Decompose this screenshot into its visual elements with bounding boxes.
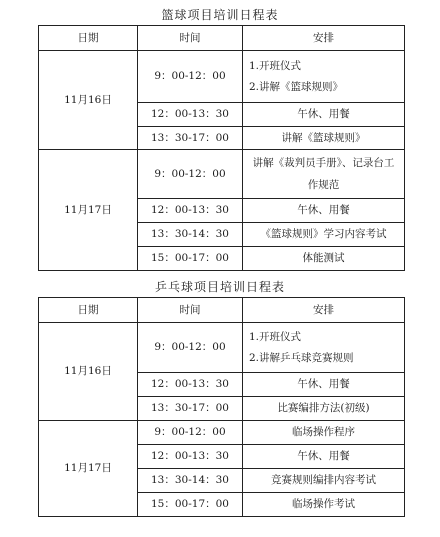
time-cell: 13：30-14：30: [138, 223, 243, 247]
arrangement-cell: 午休、用餐: [243, 103, 405, 127]
time-cell: 13：30-17：00: [138, 397, 243, 421]
basketball-schedule-table: [38, 25, 405, 271]
arrangement-item: 2.讲解乒乓球竞赛规则: [249, 351, 354, 364]
arrangement-cell: 午休、用餐: [243, 199, 405, 223]
arrangement-cell: 讲解《篮球规则》: [243, 127, 405, 150]
table-header-row: [39, 26, 405, 51]
arrangement-cell: 体能测试: [243, 247, 405, 271]
date-cell: 11月16日: [39, 323, 138, 421]
date-cell: 11月16日: [39, 51, 138, 150]
arrangement-cell: 比赛编排方法(初级): [243, 397, 405, 421]
time-cell: 9：00-12：00: [138, 51, 243, 103]
arrangement-item: 1.开班仪式: [249, 330, 302, 343]
basketball-table-title: 篮球项目培训日程表: [161, 8, 279, 22]
arrangement-cell: [243, 51, 405, 103]
time-cell: 15：00-17：00: [138, 493, 243, 517]
time-cell: 9：00-12：00: [138, 323, 243, 373]
arrangement-cell: 讲解《裁判员手册》、记录台工作规范: [243, 150, 405, 199]
table-row: [39, 323, 405, 373]
arrangement-cell: 午休、用餐: [243, 373, 405, 397]
header-time: 时间: [138, 26, 243, 51]
arrangement-cell: 竞赛规则编排内容考试: [243, 469, 405, 493]
table-row: [39, 421, 405, 445]
time-cell: 13：30-17：00: [138, 127, 243, 150]
arrangement-item: 1.开班仪式: [249, 59, 302, 72]
time-cell: 12：00-13：30: [138, 103, 243, 127]
time-cell: 12：00-13：30: [138, 199, 243, 223]
time-cell: 15：00-17：00: [138, 247, 243, 271]
time-cell: 12：00-13：30: [138, 373, 243, 397]
pingpong-schedule-table: [38, 297, 405, 517]
arrangement-cell: 临场操作程序: [243, 421, 405, 445]
table-row: [39, 150, 405, 199]
time-cell: 13：30-14：30: [138, 469, 243, 493]
time-cell: 9：00-12：00: [138, 421, 243, 445]
arrangement-cell: 临场操作考试: [243, 493, 405, 517]
header-arrangement: 安排: [243, 298, 405, 323]
table-header-row: [39, 298, 405, 323]
arrangement-cell: [243, 323, 405, 373]
table-row: [39, 51, 405, 103]
date-cell: 11月17日: [39, 421, 138, 517]
arrangement-item: 2.讲解《篮球规则》: [249, 80, 344, 93]
header-time: 时间: [138, 298, 243, 323]
arrangement-cell: 《篮球规则》学习内容考试: [243, 223, 405, 247]
header-date: 日期: [39, 26, 138, 51]
time-cell: 12：00-13：30: [138, 445, 243, 469]
time-cell: 9：00-12：00: [138, 150, 243, 199]
header-arrangement: 安排: [243, 26, 405, 51]
header-date: 日期: [39, 298, 138, 323]
arrangement-cell: 午休、用餐: [243, 445, 405, 469]
date-cell: 11月17日: [39, 150, 138, 271]
pingpong-table-title: 乒乓球项目培训日程表: [154, 280, 285, 294]
